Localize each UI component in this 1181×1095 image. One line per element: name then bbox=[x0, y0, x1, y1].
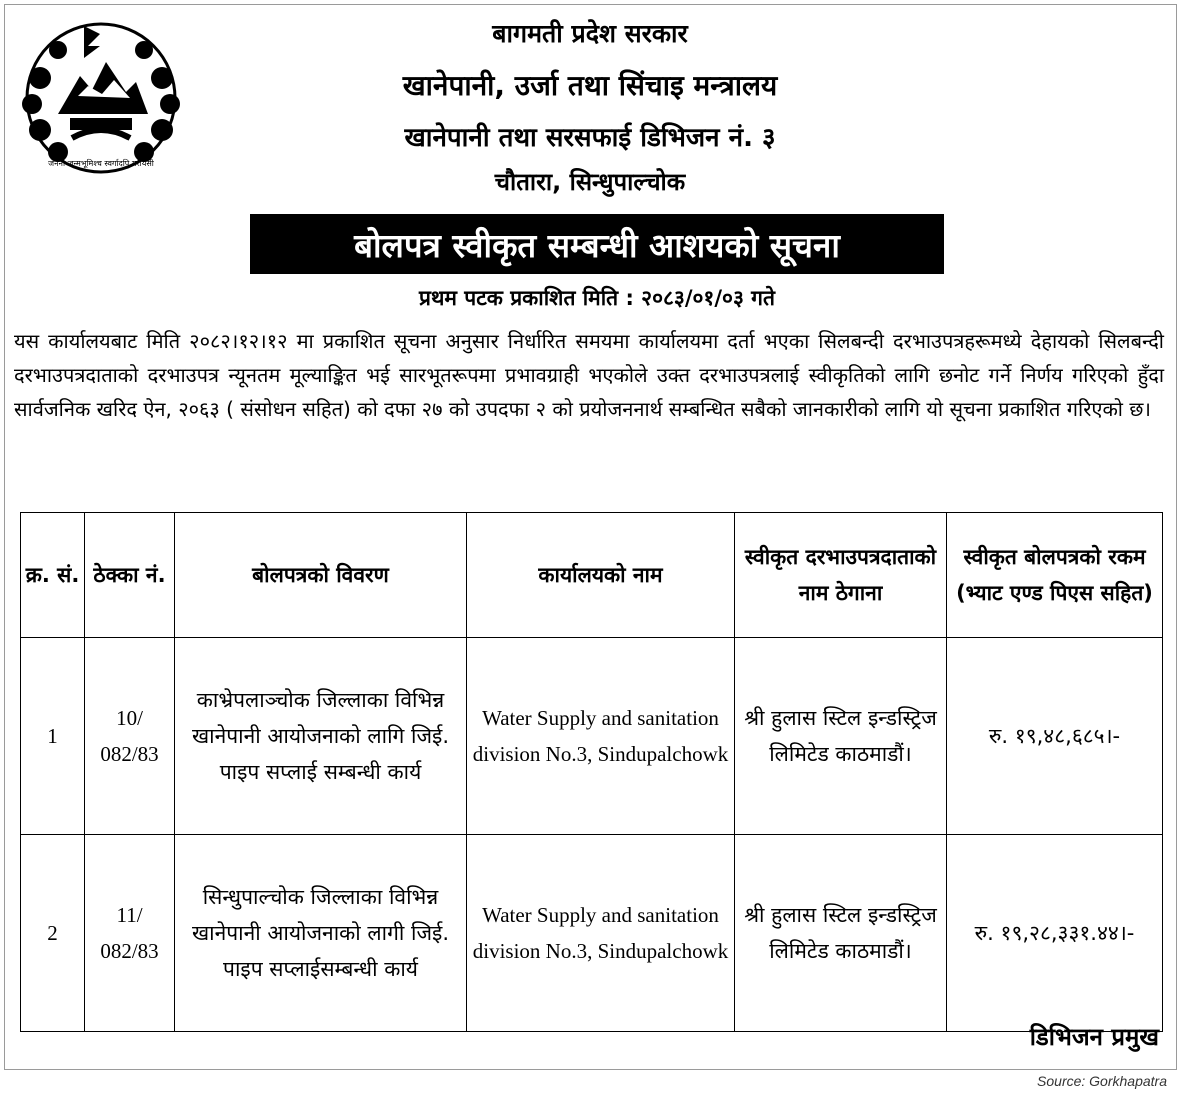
cell-contract-no: 11/ 082/83 bbox=[85, 835, 175, 1032]
notice-title: बोलपत्र स्वीकृत सम्बन्धी आशयको सूचना bbox=[250, 214, 944, 274]
ministry-name: खानेपानी, उर्जा तथा सिंचाइ मन्त्रालय bbox=[402, 69, 778, 102]
office-address: चौतारा, सिन्धुपाल्चोक bbox=[494, 168, 686, 196]
col-header-amount: स्वीकृत बोलपत्रको रकम (भ्याट एण्ड पिएस सहित) bbox=[947, 513, 1163, 638]
col-header-office: कार्यालयको नाम bbox=[467, 513, 735, 638]
col-header-bidder: स्वीकृत दरभाउपत्रदाताको नाम ठेगाना bbox=[735, 513, 947, 638]
cell-amount: रु. १९,२८,३३१.४४।- bbox=[947, 835, 1163, 1032]
cell-sn: 1 bbox=[21, 638, 85, 835]
table-row bbox=[21, 638, 1163, 835]
col-header-sn: क्र. सं. bbox=[21, 513, 85, 638]
cell-description: काभ्रेपलाञ्चोक जिल्लाका विभिन्न खानेपानी आयोजनाको लागि जिई. पाइप सप्लाई सम्बन्धी कार्य bbox=[175, 638, 467, 835]
table-row bbox=[21, 835, 1163, 1032]
col-header-description: बोलपत्रको विवरण bbox=[175, 513, 467, 638]
notice-body: यस कार्यालयबाट मिति २०८२।१२।१२ मा प्रकाशित सूचना अनुसार निर्धारित समयमा कार्यालयमा दर्ता भएका सिलबन्दी दरभाउपत्रहरूमध्ये देहायको सिलबन्दी दरभाउपत्रदाताको दरभाउपत्र न्यूनतम मूल्याङ्कित भई सारभूतरूपमा प्रभावग्राही भएकोले उक्त दरभाउपत्रलाई स्वीकृतिको लागि छनोट गर्ने निर्णय गरिएको हुँदा सार्वजनिक खरिद ऐन, २०६३ ( संसोधन सहित) को दफा २७ को उपदफा २ को प्रयोजननार्थ सम्बन्धित सबैको जानकारीको लागि यो सूचना प्रकाशित गरिएको छ। bbox=[14, 329, 1164, 421]
publish-date: प्रथम पटक प्रकाशित मिति : २०८३/०१/०३ गते bbox=[419, 286, 775, 310]
cell-description: सिन्धुपाल्चोक जिल्लाका विभिन्न खानेपानी आयोजनाको लागी जिई. पाइप सप्लाईसम्बन्धी कार्य bbox=[175, 835, 467, 1032]
cell-office: Water Supply and sanitation division No.3, Sindupalchowk bbox=[467, 835, 735, 1032]
signature-division-chief: डिभिजन प्रमुख bbox=[1029, 1023, 1159, 1051]
table-header-row bbox=[21, 513, 1163, 638]
col-header-contract-no: ठेक्का नं. bbox=[85, 513, 175, 638]
government-name: बागमती प्रदेश सरकार bbox=[492, 19, 688, 48]
division-name: खानेपानी तथा सरसफाई डिभिजन नं. ३ bbox=[404, 123, 776, 153]
emblem-motto: जननी जन्मभूमिश्च स्वर्गादपि गरीयसी bbox=[48, 159, 154, 168]
bid-table bbox=[20, 512, 1163, 1032]
cell-contract-no: 10/ 082/83 bbox=[85, 638, 175, 835]
cell-sn: 2 bbox=[21, 835, 85, 1032]
cell-amount: रु. १९,४८,६८५।- bbox=[947, 638, 1163, 835]
source-credit: Source: Gorkhapatra bbox=[1037, 1073, 1167, 1089]
cell-bidder: श्री हुलास स्टिल इन्डस्ट्रिज लिमिटेड काठमाडौं। bbox=[735, 638, 947, 835]
nepal-emblem-icon bbox=[18, 18, 184, 178]
cell-bidder: श्री हुलास स्टिल इन्डस्ट्रिज लिमिटेड काठमाडौं। bbox=[735, 835, 947, 1032]
cell-office: Water Supply and sanitation division No.3, Sindupalchowk bbox=[467, 638, 735, 835]
